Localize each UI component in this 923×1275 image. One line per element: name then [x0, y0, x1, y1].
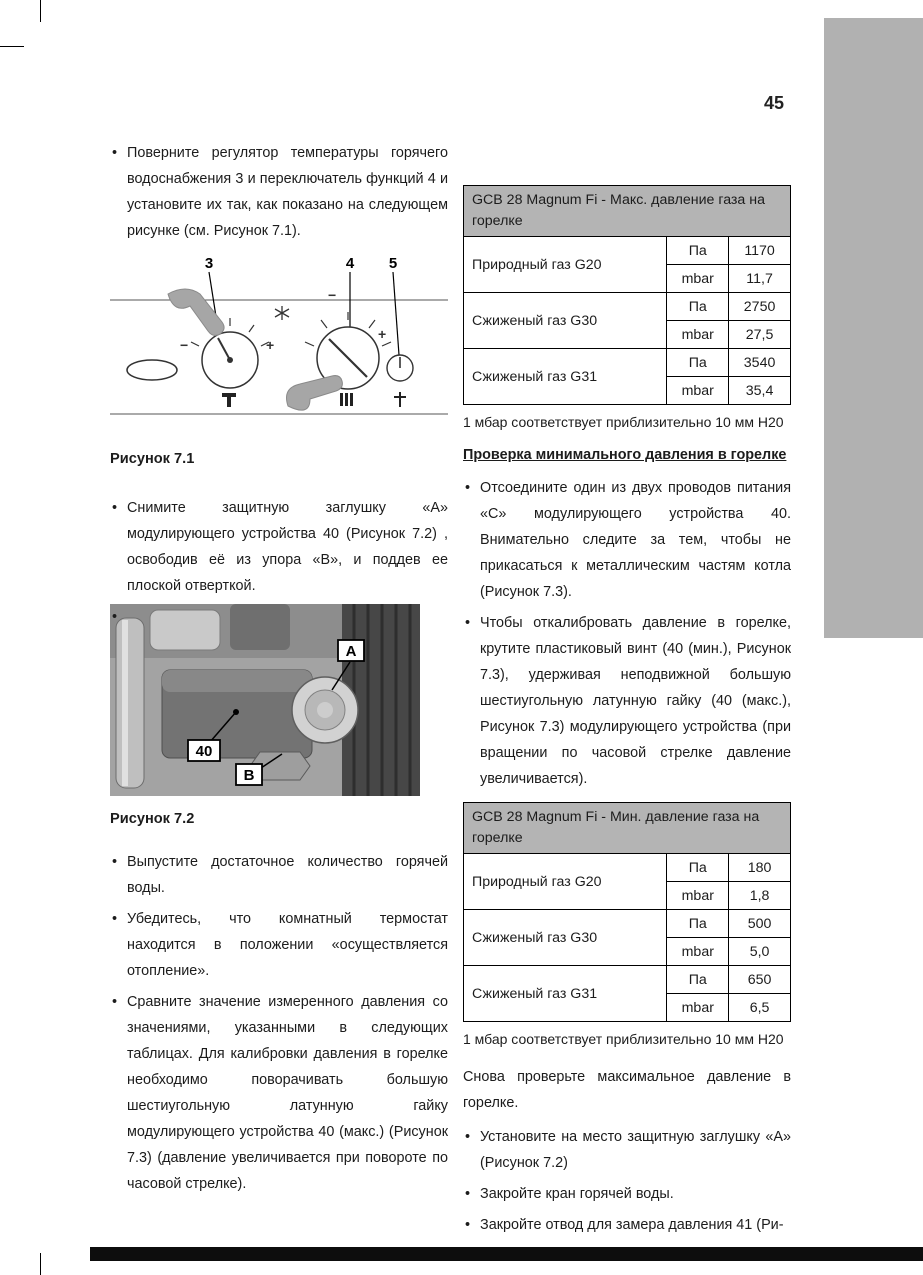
bullet-item — [110, 849, 448, 901]
minus-symbol: − — [328, 287, 337, 303]
bullet-item — [463, 1181, 791, 1207]
value-cell: 5,0 — [729, 938, 791, 966]
unit-cell: mbar — [667, 321, 729, 349]
crop-mark — [0, 46, 24, 47]
protective-plug — [292, 677, 358, 743]
min-pressure-table — [463, 802, 791, 1022]
table-row — [464, 966, 791, 994]
unit-cell: Па — [667, 910, 729, 938]
small-dial-icon — [387, 355, 413, 381]
value-cell: 27,5 — [729, 321, 791, 349]
unit-cell: Па — [667, 854, 729, 882]
page-number: 45 — [764, 93, 785, 113]
min-pressure-heading: Проверка минимального давления в горелке — [463, 447, 787, 463]
gas-name: Сжиженый газ G31 — [464, 349, 667, 405]
gas-name: Природный газ G20 — [464, 237, 667, 293]
bullet-text: Сравните значение измеренного давления со значениями, указанными в следующих таблицах. Для калибровки давления в горелке необходимо поворачивать большую шестиугольную латунную гайку модулирующего устройства 40 (макс.) (Рисунок 7.3) (давление увеличивается при повороте по часовой стрелке). — [127, 994, 448, 1192]
figure-7-1-caption: Рисунок 7.1 — [110, 451, 195, 467]
figure-7-2-caption: Рисунок 7.2 — [110, 811, 195, 827]
gas-name: Сжиженый газ G30 — [464, 910, 667, 966]
bullet-item — [463, 1124, 791, 1176]
table-footnote: 1 мбар соответствует приблизительно 10 мм H20 — [463, 1031, 784, 1047]
controls-diagram — [110, 254, 448, 432]
figure-7-2 — [110, 604, 448, 801]
unit-cell: mbar — [667, 265, 729, 293]
value-cell: 3540 — [729, 349, 791, 377]
unit-cell: mbar — [667, 938, 729, 966]
bullet-text: Снимите защитную заглушку «А» модулирующего устройства 40 (Рисунок 7.2) , освободив её из упора «В», и поддев ее плоской отверткой. — [127, 500, 448, 594]
bullet-item — [110, 906, 448, 984]
table-title: GCB 28 Magnum Fi - Макс. давление газа на горелке — [464, 186, 791, 237]
hand-pointer-icon — [287, 376, 343, 411]
tap-icon — [222, 393, 236, 407]
table-row — [464, 854, 791, 882]
max-pressure-table — [463, 185, 791, 405]
svg-text:+: + — [266, 337, 275, 353]
crop-mark — [40, 1253, 41, 1275]
unit-cell: mbar — [667, 377, 729, 405]
function-selector-dial-icon — [305, 312, 391, 389]
gas-name: Сжиженый газ G30 — [464, 293, 667, 349]
figure-label-40: 40 — [195, 743, 213, 760]
bullet-text: Закройте кран горячей воды. — [480, 1186, 674, 1202]
bullet-item — [110, 495, 448, 599]
table-footnote: 1 мбар соответствует приблизительно 10 мм H20 — [463, 414, 784, 430]
unit-cell: Па — [667, 237, 729, 265]
radiator-icon — [340, 393, 353, 406]
display-window — [127, 360, 177, 380]
figure-label-a: A — [345, 643, 357, 660]
bullet-text: Убедитесь, что комнатный термостат находится в положении «осуществляется отопление». — [127, 911, 448, 979]
value-cell: 2750 — [729, 293, 791, 321]
bullet-item — [463, 475, 791, 605]
recheck-paragraph: Снова проверьте максимальное давление в горелке. — [463, 1069, 791, 1111]
value-cell: 500 — [729, 910, 791, 938]
drain-tap-icon — [394, 392, 406, 407]
gas-name: Природный газ G20 — [464, 854, 667, 910]
bullet-item — [110, 989, 448, 1197]
table-row — [464, 293, 791, 321]
value-cell: 35,4 — [729, 377, 791, 405]
bullet-text: Закройте отвод для замера давления 41 (Ри- — [480, 1217, 784, 1233]
bullet-text: Выпустите достаточное количество горячей воды. — [127, 854, 448, 896]
bullet-text: Установите на место защитную заглушку «А» (Рисунок 7.2) — [480, 1129, 791, 1171]
table-row — [464, 237, 791, 265]
table-title: GCB 28 Magnum Fi - Мин. давление газа на горелке — [464, 803, 791, 854]
plus-symbol: + — [378, 326, 387, 342]
bullet-item — [463, 1212, 791, 1238]
value-cell: 650 — [729, 966, 791, 994]
value-cell: 180 — [729, 854, 791, 882]
figure-label-5: 5 — [388, 255, 398, 272]
bullet-item — [110, 140, 448, 244]
temperature-dial-icon — [180, 318, 274, 388]
gas-name: Сжиженый газ G31 — [464, 966, 667, 1022]
unit-cell: Па — [667, 966, 729, 994]
bullet-text: Поверните регулятор температуры горячего водоснабжения 3 и переключатель функций 4 и установите их так, как показано на следующем рисунке (см. Рисунок 7.1). — [127, 145, 448, 239]
left-column — [110, 140, 448, 1202]
figure-label-4: 4 — [345, 255, 355, 272]
unit-cell: Па — [667, 349, 729, 377]
bullet-text: Отсоедините один из двух проводов питания «С» модулирующего устройства 40. Внимательно следите за тем, чтобы не прикасаться к металлическим частям котла (Рисунок 7.3). — [480, 480, 791, 600]
figure-label-b: B — [243, 767, 255, 784]
crop-mark — [40, 0, 41, 22]
table-row — [464, 349, 791, 377]
right-column — [463, 185, 791, 1243]
svg-text:−: − — [180, 337, 189, 353]
footer-bar — [90, 1247, 923, 1261]
value-cell: 1,8 — [729, 882, 791, 910]
figure-label-3: 3 — [204, 255, 214, 272]
unit-cell: mbar — [667, 994, 729, 1022]
snowflake-icon — [275, 306, 289, 320]
bullet-text: Чтобы откалибровать давление в горелке, крутите пластиковый винт (40 (мин.), Рисунок 7.3), удерживая неподвижной большую шестиугольную латунную гайку (40 (макс.), Рисунок 7.3) модулирующего устройства (при вращении по часовой стрелке давление увеличивается). — [480, 615, 791, 787]
value-cell: 1170 — [729, 237, 791, 265]
value-cell: 11,7 — [729, 265, 791, 293]
unit-cell: mbar — [667, 882, 729, 910]
figure-7-1 — [110, 254, 448, 437]
unit-cell: Па — [667, 293, 729, 321]
table-row — [464, 910, 791, 938]
chapter-edge-tab — [824, 18, 923, 638]
bullet-item — [463, 610, 791, 792]
value-cell: 6,5 — [729, 994, 791, 1022]
modulator-photo — [110, 604, 420, 796]
